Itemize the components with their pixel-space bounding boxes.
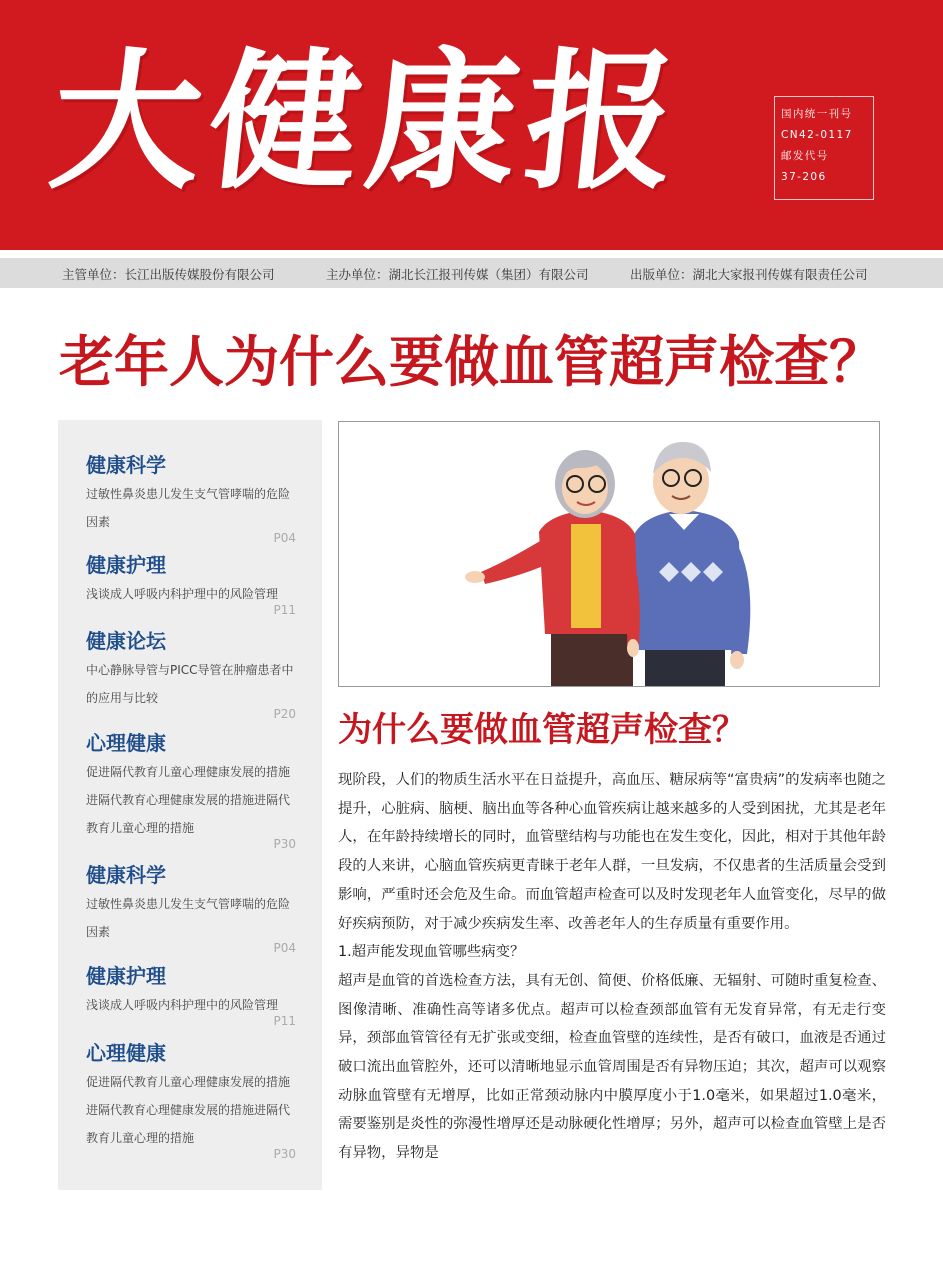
section-summary: 过敏性鼻炎患儿发生支气管哮喘的危险因素 bbox=[86, 487, 291, 529]
issue-line: 37-206 bbox=[781, 171, 827, 183]
section-title: 健康论坛 bbox=[86, 629, 166, 653]
page-number: P04 bbox=[273, 531, 296, 545]
contents-sidebar bbox=[58, 420, 322, 1190]
section-title: 健康护理 bbox=[86, 964, 166, 988]
publisher-unit: 出版单位：湖北大家报刊传媒有限责任公司 bbox=[630, 267, 868, 282]
contents-section[interactable] bbox=[86, 626, 296, 722]
section-summary: 促进隔代教育儿童心理健康发展的措施进隔代教育心理健康发展的措施进隔代教育儿童心理的措施 bbox=[86, 765, 291, 835]
section-title: 心理健康 bbox=[86, 1041, 166, 1065]
article-paragraph: 现阶段，人们的物质生活水平在日益提升，高血压、糖尿病等“富贵病”的发病率也随之提升，心脏病、脑梗、脑出血等各种心血管疾病让越来越多的人受到困扰，尤其是老年人，在年龄持续增长的同时，血管壁结构与功能也在发生变化，因此，相对于其他年龄段的人来讲，心脑血管疾病更青睐于老年人群，一旦发病，不仅患者的生活质量会受到影响，严重时还会危及生命。而血管超声检查可以及时发现老年人血管变化，尽早的做好疾病预防，对于减少疾病发生率、改善老年人的生存质量有重要作用。 bbox=[338, 772, 886, 932]
contents-section[interactable] bbox=[86, 860, 296, 956]
article-subheading: 为什么要做血管超声检查？ bbox=[338, 710, 746, 750]
issue-line: 邮发代号 bbox=[781, 150, 829, 162]
issue-line: CN42-0117 bbox=[781, 129, 853, 141]
section-summary: 促进隔代教育儿童心理健康发展的措施进隔代教育心理健康发展的措施进隔代教育儿童心理的措施 bbox=[86, 1075, 291, 1145]
issue-number-box bbox=[774, 96, 874, 200]
contents-section[interactable] bbox=[86, 1038, 296, 1162]
page-number: P30 bbox=[273, 1147, 296, 1161]
section-summary: 浅谈成人呼吸内科护理中的风险管理 bbox=[86, 587, 279, 601]
contents-section[interactable] bbox=[86, 961, 296, 1029]
page-number: P11 bbox=[273, 1014, 296, 1028]
section-title: 健康科学 bbox=[86, 453, 166, 477]
page-number: P04 bbox=[273, 941, 296, 955]
page-number: P20 bbox=[273, 707, 296, 721]
section-title: 健康科学 bbox=[86, 863, 166, 887]
elderly-woman-figure bbox=[465, 450, 640, 687]
contents-section[interactable] bbox=[86, 728, 296, 852]
issue-line: 国内统一刊号 bbox=[781, 108, 853, 120]
contents-section[interactable] bbox=[86, 450, 296, 546]
section-summary: 过敏性鼻炎患儿发生支气管哮喘的危险因素 bbox=[86, 897, 291, 939]
section-title: 健康护理 bbox=[86, 553, 166, 577]
elderly-couple-illustration bbox=[338, 421, 880, 687]
section-title: 心理健康 bbox=[86, 731, 166, 755]
section-summary: 中心静脉导管与PICC导管在肿瘤患者中的应用与比较 bbox=[86, 663, 294, 705]
section-summary: 浅谈成人呼吸内科护理中的风险管理 bbox=[86, 998, 279, 1012]
article-paragraph: 超声是血管的首选检查方法，具有无创、简便、价格低廉、无辐射、可随时重复检查、图像清晰、准确性高等诸多优点。超声可以检查颈部血管有无发育异常，有无走行变异，颈部血管管径有无扩张或变细，检查血管壁的连续性，是否有破口，血液是否通过破口流出血管腔外，还可以清晰地显示血管周围是否有异物压迫；其次，超声可以观察动脉血管壁有无增厚，比如正常颈动脉内中膜厚度小于1.0毫米，如果超过1.0毫米，需要鉴别是炎性的弥漫性增厚还是动脉硬化性增厚；另外，超声可以检查血管壁上是否有异物，异物是 bbox=[338, 972, 886, 1162]
page-number: P11 bbox=[273, 603, 296, 617]
article-question: 1.超声能发现血管哪些病变？ bbox=[338, 944, 525, 961]
contents-section[interactable] bbox=[86, 550, 296, 618]
article-body bbox=[338, 766, 886, 1168]
masthead bbox=[0, 0, 943, 250]
elderly-couple-image bbox=[339, 422, 880, 687]
sponsor-unit: 主办单位：湖北长江报刊传媒（集团）有限公司 bbox=[326, 267, 589, 282]
page-number: P30 bbox=[273, 837, 296, 851]
newspaper-logo: 大健康报 bbox=[42, 34, 694, 210]
supervisor-unit: 主管单位：长江出版传媒股份有限公司 bbox=[62, 267, 275, 282]
publisher-info-bar bbox=[0, 258, 943, 288]
main-headline: 老年人为什么要做血管超声检查？ bbox=[58, 330, 884, 394]
